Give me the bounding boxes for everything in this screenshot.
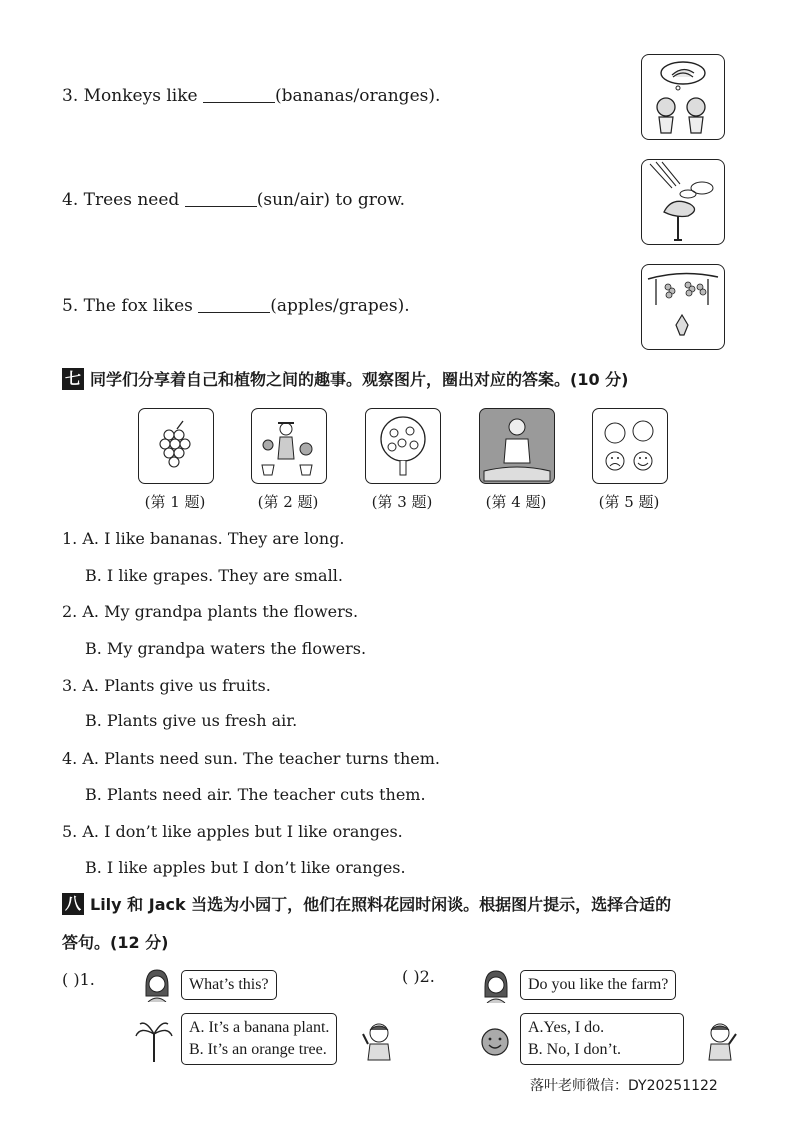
question-bubble-1: What’s this? <box>181 970 277 1000</box>
answer-blank-3[interactable] <box>203 86 275 103</box>
banana-plant-icon <box>134 1018 174 1068</box>
q4-option-b[interactable]: B. Plants need air. The teacher cuts them. <box>85 785 426 804</box>
q5-option-a[interactable]: 5. A. I don’t like apples but I like oranges. <box>62 822 403 841</box>
answer-blank-4[interactable] <box>185 190 257 207</box>
picture-q3-fruit-tree <box>365 408 441 484</box>
answer-blank-5[interactable] <box>198 296 270 313</box>
fill-blank-4: 4. Trees need (sun/air) to grow. <box>62 190 406 210</box>
picture-q5-fruits-faces <box>592 408 668 484</box>
q3-option-a[interactable]: 3. A. Plants give us fruits. <box>62 676 271 695</box>
answer-paren-2[interactable]: ( )2. <box>402 967 435 986</box>
answer-bubble-1: A. It’s a banana plant. B. It’s an orange tree. <box>181 1013 337 1065</box>
smiley-face-icon <box>480 1027 510 1061</box>
q4-option-a[interactable]: 4. A. Plants need sun. The teacher turns them. <box>62 749 440 768</box>
lily-avatar-2 <box>481 969 511 1007</box>
caption-q4: (第 4 题) <box>485 493 547 511</box>
tree-sun-picture <box>641 159 725 245</box>
caption-q5: (第 5 题) <box>598 493 660 511</box>
picture-q1-grapes <box>138 408 214 484</box>
picture-q2-grandpa-flowers <box>251 408 327 484</box>
caption-q1: (第 1 题) <box>144 493 206 511</box>
question-bubble-2: Do you like the farm? <box>520 970 676 1000</box>
monkeys-bananas-picture <box>641 54 725 140</box>
footer-wechat: 落叶老师微信：DY20251122 <box>530 1078 718 1094</box>
jack-avatar-2 <box>703 1022 737 1066</box>
q2-option-a[interactable]: 2. A. My grandpa plants the flowers. <box>62 602 359 621</box>
section-8-heading: 八 Lily 和 Jack 当选为小园丁，他们在照料花园时闲谈。根据图片提示，选择合适的 <box>62 892 671 915</box>
q3-option-b[interactable]: B. Plants give us fresh air. <box>85 711 298 730</box>
q2-option-b[interactable]: B. My grandpa waters the flowers. <box>85 639 367 658</box>
lily-avatar-1 <box>142 968 172 1006</box>
q1-option-b[interactable]: B. I like grapes. They are small. <box>85 566 343 585</box>
fill-blank-5: 5. The fox likes (apples/grapes). <box>62 296 410 316</box>
section-8-badge: 八 <box>62 893 84 915</box>
picture-q4-teacher-plants <box>479 408 555 484</box>
fill-blank-3: 3. Monkeys like (bananas/oranges). <box>62 86 441 106</box>
section-8-heading-line2: 答句。(12 分) <box>62 933 169 952</box>
q1-option-a[interactable]: 1. A. I like bananas. They are long. <box>62 529 345 548</box>
answer-paren-1[interactable]: ( )1. <box>62 970 95 989</box>
section-7-badge: 七 <box>62 368 84 390</box>
section-7-heading: 七 同学们分享着自己和植物之间的趣事。观察图片，圈出对应的答案。(10 分) <box>62 367 628 390</box>
answer-bubble-2: A.Yes, I do. B. No, I don’t. <box>520 1013 684 1065</box>
caption-q2: (第 2 题) <box>257 493 319 511</box>
fox-grapes-picture <box>641 264 725 350</box>
caption-q3: (第 3 题) <box>371 493 433 511</box>
jack-avatar-1 <box>362 1022 396 1066</box>
q5-option-b[interactable]: B. I like apples but I don’t like oranges. <box>85 858 406 877</box>
